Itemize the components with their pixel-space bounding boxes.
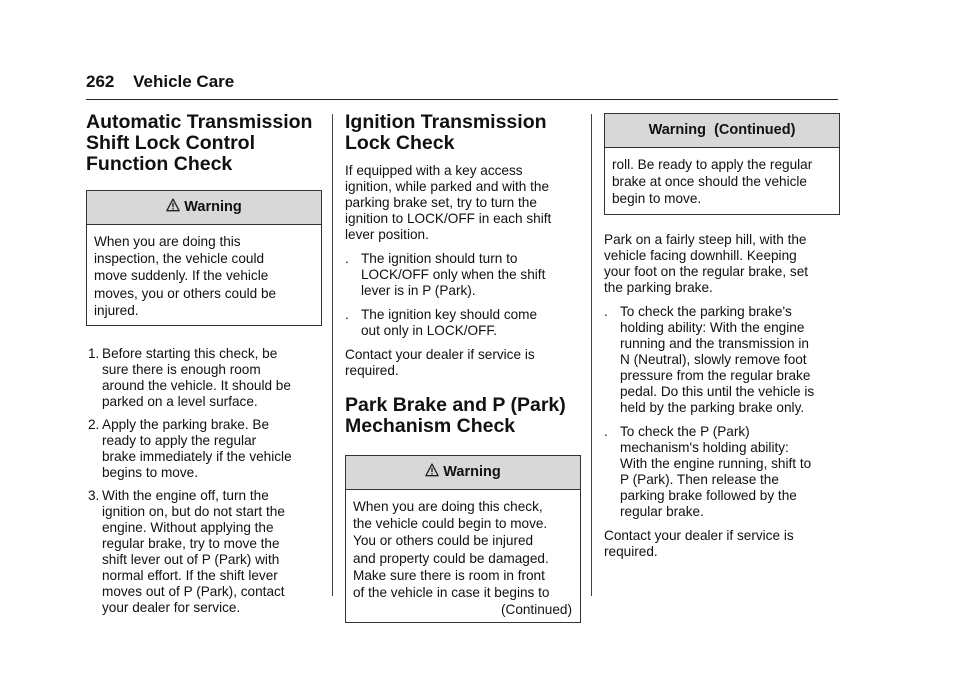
page-header xyxy=(86,72,838,92)
warning-header xyxy=(346,456,580,490)
text-line: ignition to LOCK/OFF in each shift xyxy=(345,211,552,226)
bullet-line: out only in LOCK/OFF. xyxy=(361,323,497,338)
warning-line: of the vehicle in case it begins to xyxy=(353,585,550,601)
warning-line: the vehicle could begin to move. xyxy=(353,516,548,532)
header-divider xyxy=(86,99,838,100)
bullet-marker: . xyxy=(345,251,349,266)
text-line: your foot on the regular brake, set xyxy=(604,263,809,279)
warning-box xyxy=(86,190,322,326)
text-line: parking brake set, try to turn the xyxy=(345,195,537,210)
bullet-line: mechanism's holding ability: xyxy=(620,439,789,455)
park-brake-bullets xyxy=(604,304,840,520)
warning-continued-box xyxy=(604,113,840,215)
bullet-marker: . xyxy=(604,303,608,319)
ignition-contact xyxy=(345,347,581,379)
list-item xyxy=(86,417,322,481)
bullet-line: N (Neutral), slowly remove foot xyxy=(620,351,807,367)
step-line: brake immediately if the vehicle xyxy=(102,449,292,465)
bullet-line: The ignition key should come xyxy=(361,307,538,322)
bullet-line: parking brake followed by the xyxy=(620,487,797,503)
warning-line: inspection, the vehicle could xyxy=(94,251,265,267)
step-line: engine. Without applying the xyxy=(102,520,274,536)
bullet-line: The ignition should turn to xyxy=(361,251,518,266)
ignition-lock-heading xyxy=(345,112,581,154)
bullet-line: holding ability: With the engine xyxy=(620,319,805,335)
warning-line: injured. xyxy=(94,302,139,318)
warning-line: begin to move. xyxy=(612,191,702,207)
list-item xyxy=(604,424,840,520)
bullet-line: To check the parking brake's xyxy=(620,303,792,319)
warning-line: You or others could be injured xyxy=(353,533,534,549)
warning-line: When you are doing this xyxy=(94,234,241,249)
column-divider-2 xyxy=(591,114,592,596)
warning-title: Warning xyxy=(184,199,242,215)
warning-line: roll. Be ready to apply the regular xyxy=(612,157,813,172)
text-line: Contact your dealer if service is xyxy=(604,527,794,543)
text-line: ignition, while parked and with the xyxy=(345,179,550,194)
step-marker: 2. xyxy=(88,417,100,433)
heading-line: Mechanism Check xyxy=(345,415,516,437)
bullet-marker: . xyxy=(604,423,608,439)
list-item xyxy=(86,346,322,410)
heading-line: Lock Check xyxy=(345,132,455,154)
step-line: Apply the parking brake. Be xyxy=(102,417,270,433)
text-line: lever position. xyxy=(345,227,429,242)
warning-header xyxy=(605,114,839,148)
step-line: sure there is enough room xyxy=(102,362,261,378)
step-line: ready to apply the regular xyxy=(102,433,257,449)
step-line: begins to move. xyxy=(102,465,198,481)
park-brake-intro xyxy=(604,232,840,296)
list-item xyxy=(345,307,581,339)
warning-line: Make sure there is room in front xyxy=(353,567,545,583)
column-2 xyxy=(345,110,581,623)
text-line: Contact your dealer if service is xyxy=(345,347,535,362)
warning-line: When you are doing this check, xyxy=(353,499,543,514)
heading-line: Function Check xyxy=(86,153,233,175)
shift-lock-heading xyxy=(86,112,322,175)
heading-line: Shift Lock Control xyxy=(86,132,255,154)
step-line: ignition on, but do not start the xyxy=(102,504,285,520)
heading-line: Automatic Transmission xyxy=(86,111,313,133)
column-divider-1 xyxy=(332,114,333,596)
warning-line: and property could be damaged. xyxy=(353,550,549,566)
step-line: moves out of P (Park), contact xyxy=(102,584,285,600)
text-line: vehicle facing downhill. Keeping xyxy=(604,247,797,263)
step-marker: 1. xyxy=(88,346,100,362)
warning-header xyxy=(87,191,321,225)
bullet-line: held by the parking brake only. xyxy=(620,399,805,415)
warning-triangle-icon xyxy=(425,463,439,477)
heading-line: Park Brake and P (Park) xyxy=(345,394,566,416)
warning-title: Warning (Continued) xyxy=(648,122,796,138)
step-line: around the vehicle. It should be xyxy=(102,378,291,394)
warning-triangle-icon xyxy=(166,198,180,212)
text-line: required. xyxy=(345,363,399,378)
text-line: Park on a fairly steep hill, with the xyxy=(604,231,807,247)
bullet-line: With the engine running, shift to xyxy=(620,455,812,471)
column-1 xyxy=(86,110,322,616)
list-item xyxy=(604,304,840,416)
step-line: shift lever out of P (Park) with xyxy=(102,552,280,568)
page-number: 262 xyxy=(86,72,115,91)
column-3 xyxy=(604,110,840,560)
heading-line: Ignition Transmission xyxy=(345,111,547,133)
bullet-line: P (Park). Then release the xyxy=(620,471,779,487)
list-item xyxy=(86,488,322,616)
step-line: Before starting this check, be xyxy=(102,346,278,362)
warning-body xyxy=(346,490,580,622)
bullet-line: pedal. Do this until the vehicle is xyxy=(620,383,815,399)
ignition-bullets xyxy=(345,251,581,339)
warning-line: brake at once should the vehicle xyxy=(612,174,807,190)
step-line: parked on a level surface. xyxy=(102,394,258,410)
ignition-intro xyxy=(345,163,581,243)
bullet-line: pressure from the regular brake xyxy=(620,367,811,383)
step-line: With the engine off, turn the xyxy=(102,488,269,504)
check-steps-list xyxy=(86,346,322,616)
step-marker: 3. xyxy=(88,488,100,504)
text-line: required. xyxy=(604,543,658,559)
park-brake-contact xyxy=(604,528,840,560)
bullet-line: LOCK/OFF only when the shift xyxy=(361,267,546,282)
bullet-line: regular brake. xyxy=(620,503,704,519)
warning-box xyxy=(345,455,581,623)
warning-line: move suddenly. If the vehicle xyxy=(94,268,269,284)
bullet-line: lever is in P (Park). xyxy=(361,283,476,298)
warning-body xyxy=(87,225,321,325)
warning-line: moves, you or others could be xyxy=(94,285,277,301)
warning-title: Warning xyxy=(443,464,501,480)
warning-body xyxy=(605,148,839,214)
bullet-line: running and the transmission in xyxy=(620,335,809,351)
list-item xyxy=(345,251,581,299)
bullet-marker: . xyxy=(345,307,349,322)
step-line: normal effort. If the shift lever xyxy=(102,568,278,584)
step-line: your dealer for service. xyxy=(102,600,241,616)
park-brake-heading xyxy=(345,395,581,437)
text-line: the parking brake. xyxy=(604,279,713,295)
text-line: If equipped with a key access xyxy=(345,163,523,178)
section-title: Vehicle Care xyxy=(133,72,235,91)
step-line: regular brake, try to move the xyxy=(102,536,280,552)
continued-label: (Continued) xyxy=(500,602,572,618)
bullet-line: To check the P (Park) xyxy=(620,423,750,439)
